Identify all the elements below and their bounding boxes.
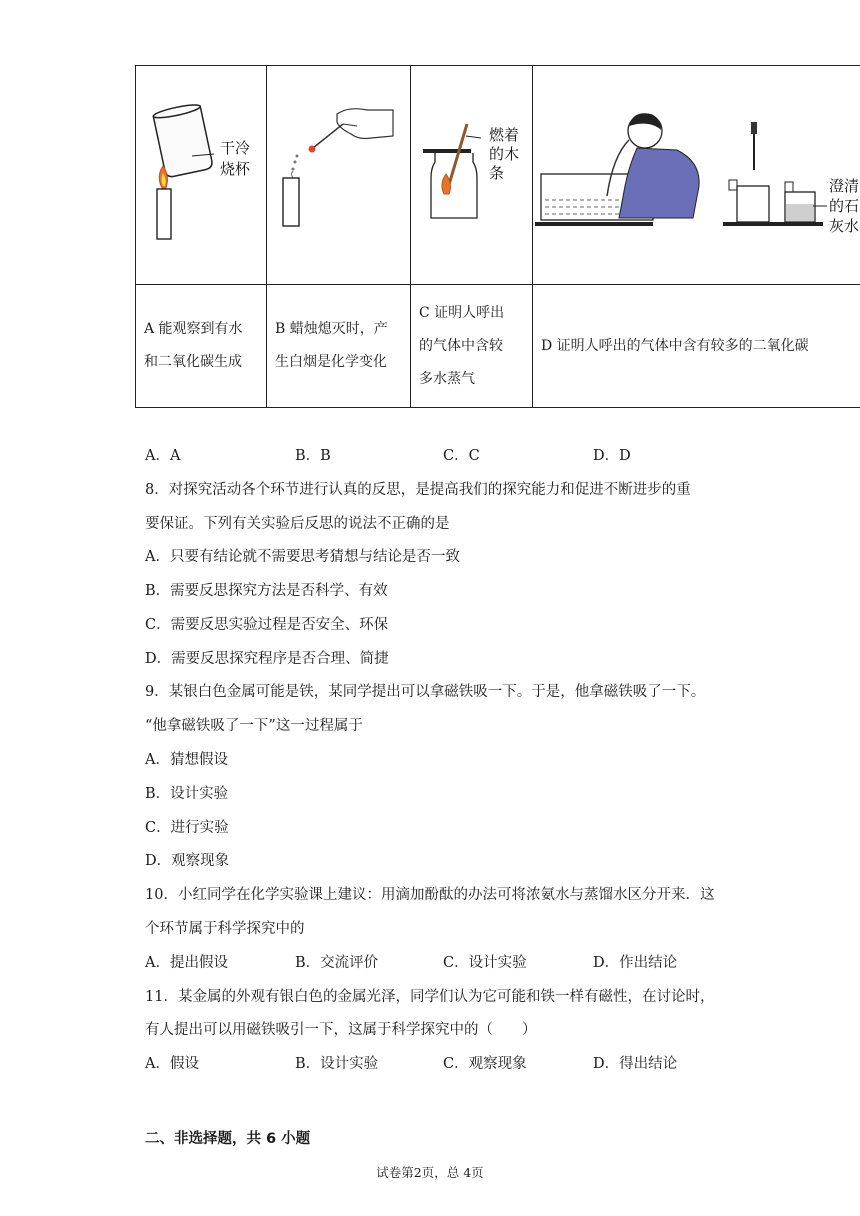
caption-b-line-1: B 蜡烛熄灭时，产	[275, 321, 388, 337]
q11-option-d[interactable]: D．得出结论	[593, 1056, 678, 1072]
extinguished-candle-match-illustration	[267, 66, 410, 280]
caption-d-line-1: D 证明人呼出的气体中含有较多的二氧化碳	[541, 337, 809, 354]
q10-stem-line-1: 10．小红同学在化学实验课上建议：用滴加酚酞的办法可将浓氨水与蒸馏水区分开来．这	[145, 887, 715, 903]
breath-limewater-illustration	[533, 66, 860, 280]
q9-option-b[interactable]: B．设计实验	[145, 786, 229, 802]
caption-d	[533, 285, 860, 408]
q7-option-d[interactable]: D．D	[593, 448, 631, 464]
q9-option-d[interactable]: D．观察现象	[145, 853, 230, 869]
caption-c-line-3: 多水蒸气	[419, 370, 475, 387]
q10-stem-line-2: 个环节属于科学探究中的	[145, 921, 305, 937]
image-cell-d	[533, 66, 860, 285]
q8-stem-line-2: 要保证。下列有关实验后反思的说法不正确的是	[145, 516, 450, 532]
caption-b	[267, 285, 411, 408]
q8-stem-line-1: 8．对探究活动各个环节进行认真的反思，是提高我们的探究能力和促进不断进步的重	[145, 482, 691, 498]
caption-b-line-2: 生白烟是化学变化	[275, 354, 387, 370]
q9-option-a[interactable]: A．猜想假设	[145, 752, 228, 768]
q9-stem-line-1: 9．某银白色金属可能是铁，某同学提出可以拿磁铁吸一下。于是，他拿磁铁吸了一下。	[145, 684, 706, 700]
image-cell-c	[411, 66, 533, 285]
q9-option-c[interactable]: C．进行实验	[145, 820, 229, 836]
q8-option-d[interactable]: D．需要反思探究程序是否合理、简捷	[145, 651, 389, 667]
caption-a-line-2: 和二氧化碳生成	[144, 354, 242, 370]
q8-option-a[interactable]: A．只要有结论就不需要思考猜想与结论是否一致	[145, 549, 460, 565]
caption-c-line-1: C 证明人呼出	[419, 304, 505, 321]
q7-option-a[interactable]: A．A	[145, 448, 181, 464]
page-footer: 试卷第2页，总 4页	[376, 1165, 484, 1180]
caption-a-line-1: A 能观察到有水	[144, 321, 243, 337]
caption-a	[136, 285, 267, 408]
image-label-c: 燃着 的木 条	[489, 126, 520, 182]
q11-stem-line-2: 有人提出可以用磁铁吸引一下，这属于科学探究中的（ ）	[145, 1022, 537, 1038]
caption-c	[411, 285, 533, 408]
q7-option-b[interactable]: B．B	[295, 448, 331, 464]
q8-option-b[interactable]: B．需要反思探究方法是否科学、有效	[145, 583, 388, 599]
q11-option-c[interactable]: C．观察现象	[443, 1056, 527, 1072]
section-title: 二、非选择题，共 6 小题	[145, 1131, 311, 1147]
q11-stem-line-1: 11．某金属的外观有银白色的金属光泽，同学们认为它可能和铁一样有磁性，在讨论时，	[145, 989, 715, 1005]
q8-option-c[interactable]: C．需要反思实验过程是否安全、环保	[145, 617, 389, 633]
q11-option-a[interactable]: A．假设	[145, 1056, 199, 1072]
experiment-table	[135, 65, 860, 408]
q7-option-c[interactable]: C．C	[443, 448, 480, 464]
q9-stem-line-2: “他拿磁铁吸了一下”这一过程属于	[145, 718, 363, 734]
image-cell-a	[136, 66, 267, 285]
image-cell-b	[267, 66, 411, 285]
caption-c-line-2: 的气体中含较	[419, 337, 503, 354]
q10-option-b[interactable]: B．交流评价	[295, 955, 379, 971]
q10-option-d[interactable]: D．作出结论	[593, 955, 678, 971]
q11-option-b[interactable]: B．设计实验	[295, 1056, 379, 1072]
image-label-a: 干冷 烧杯	[220, 139, 251, 178]
q10-option-a[interactable]: A．提出假设	[145, 955, 228, 971]
q10-option-c[interactable]: C．设计实验	[443, 955, 527, 971]
image-label-d: 澄清 的石 灰水	[829, 177, 860, 235]
